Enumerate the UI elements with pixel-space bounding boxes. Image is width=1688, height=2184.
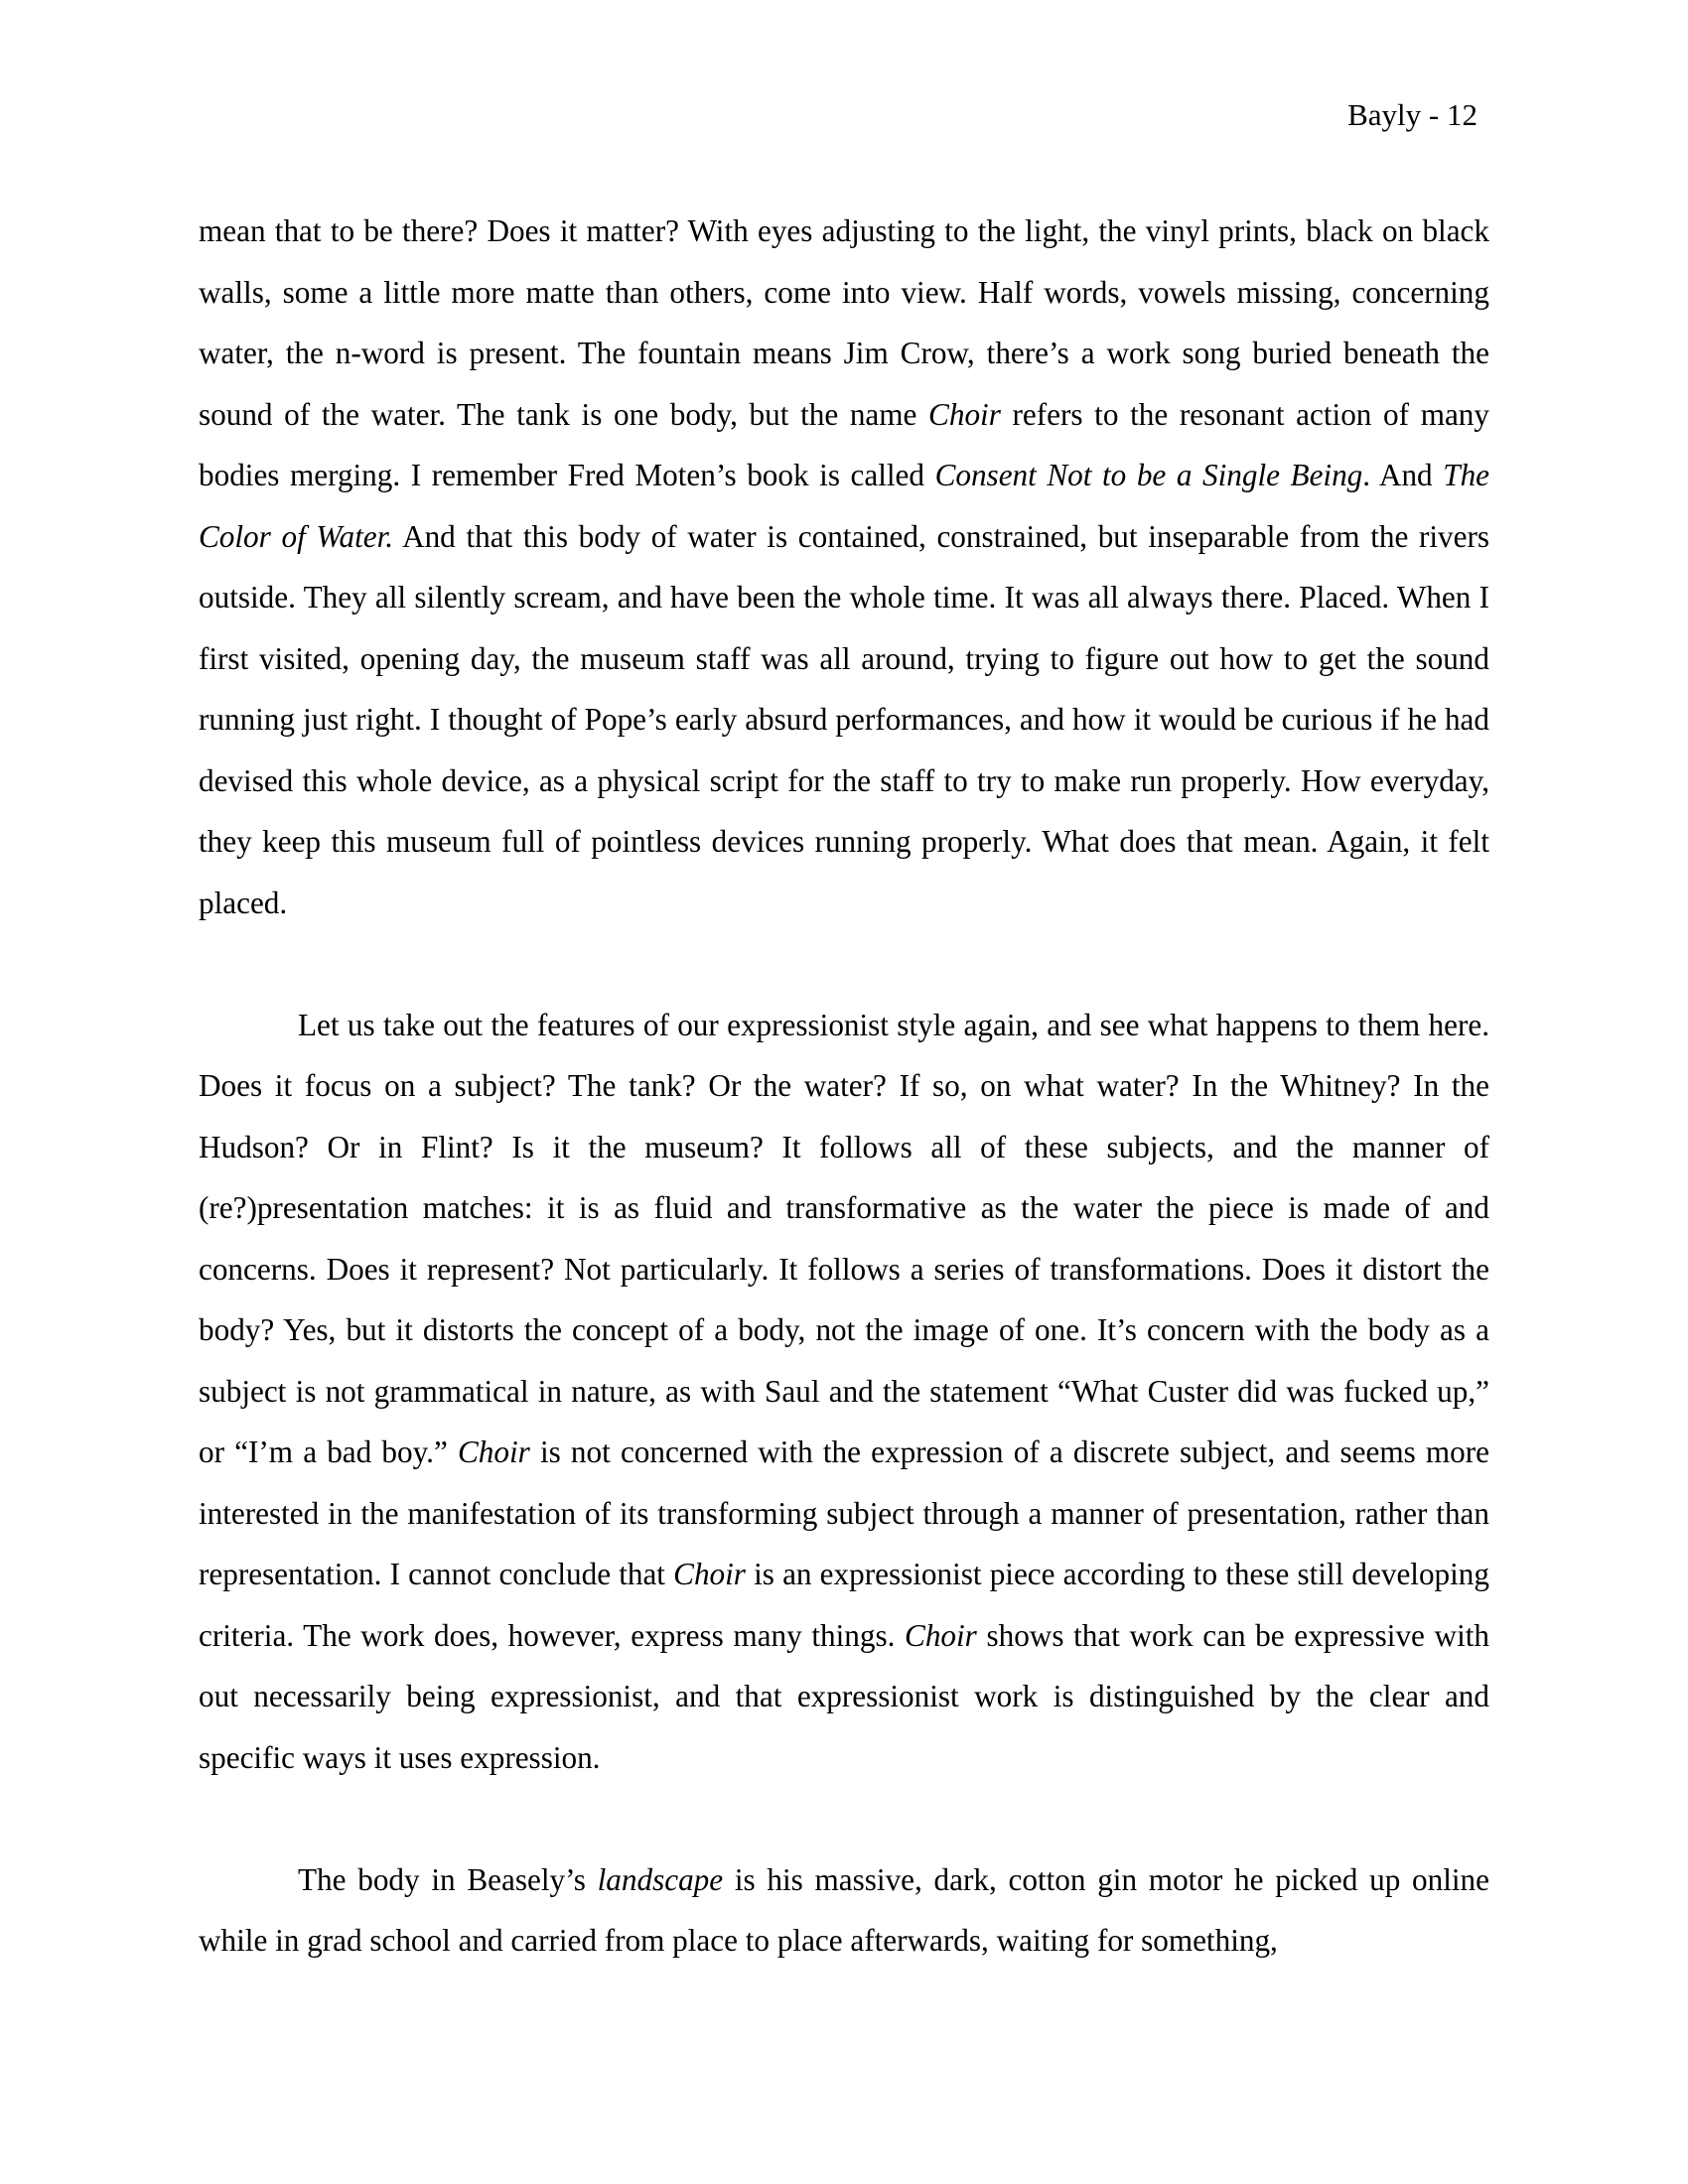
paragraph-gap [199,1788,1489,1849]
text-run: refers to the resonant action of many bodies merging. I remember Fred Moten’s book is called [199,396,1489,492]
text-run: The body in Beasely’s [298,1861,598,1897]
text-run: Let us take out the features of our expressionist style again, and see what happens to them here. Does it focus on a subject? The tank? Or the water? If so, on what water? In the Whitney? In the Hudson? Or in Flint? Is it the museum? It follows all of these subjects, and the manner of (re?)presentation matches: it is as fluid and transformative as the water the piece is made of and concerns. Does it represent? Not particularly. It follows a series of transformations. Does it distort the body? Yes, but it distorts the concept of a body, not the image of one. It’s concern with the body as a subject is not grammatical in nature, as with Saul and the statement “What Custer did was fucked up,” or “I’m a bad boy.” [199,1007,1489,1469]
document-body [199,201,1489,1972]
paragraph-1 [199,201,1489,933]
running-head: Bayly - 12 [1347,97,1477,132]
text-run: . And [1362,458,1444,492]
italic-title-consent: Consent Not to be a Single Being [934,458,1363,492]
text-run: is an expressionist piece according to these still developing criteria. The work does, however, express many things. [199,1557,1489,1653]
paragraph-3 [199,1849,1489,1972]
italic-title-choir: Choir [928,396,1001,432]
italic-title-choir: Choir [905,1617,977,1653]
italic-title-choir: Choir [673,1557,746,1591]
text-run: is his massive, dark, cotton gin motor he picked up online while in grad school and carried from place to place afterwards, waiting for something, [199,1861,1489,1958]
paragraph-gap [199,933,1489,995]
paragraph-2 [199,995,1489,1789]
text-run: And that this body of water is contained, constrained, but inseparable from the rivers outside. They all silently scream, and have been the whole time. It was all always there. Placed. When I first visited, opening day, the museum staff was all around, trying to figure out how to get the sound running just right. I thought of Pope’s early absurd performances, and how it would be curious if he had devised this whole device, as a physical script for the staff to try to make run properly. How everyday, they keep this museum full of pointless devices running properly. What does that mean. Again, it felt placed. [199,518,1489,920]
italic-title-choir: Choir [457,1434,530,1469]
text-run: shows that work can be expressive with out necessarily being expressionist, and that expressionist work is distinguished by the clear and specific ways it uses expression. [199,1617,1489,1775]
italic-title-landscape: landscape [597,1861,724,1897]
text-run: is not concerned with the expression of a discrete subject, and seems more interested in the manifestation of its transforming subject through a manner of presentation, rather than representation. I cannot conclude that [199,1434,1489,1591]
italic-title-color-of-water: The Color of Water. [199,458,1489,554]
text-run: mean that to be there? Does it matter? With eyes adjusting to the light, the vinyl prints, black on black walls, some a little more matte than others, come into view. Half words, vowels missing, concerning water, the n-word is present. The fountain means Jim Crow, there’s a work song buried beneath the sound of the water. The tank is one body, but the name [199,213,1489,432]
